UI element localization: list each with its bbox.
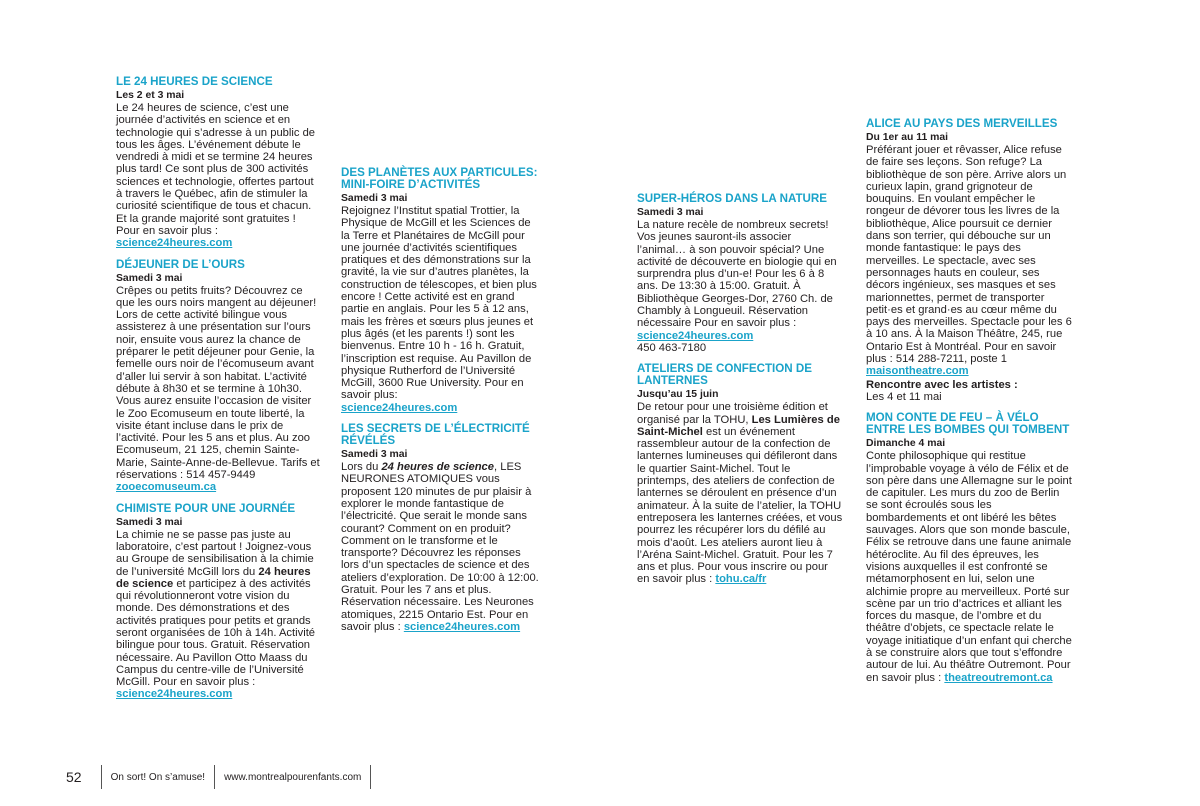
event-emphasis: 24 heures de science	[116, 565, 311, 590]
event-title: ALICE AU PAYS DES MERVEILLES	[866, 117, 1058, 130]
page-footer	[66, 764, 380, 790]
event-24h-science	[116, 76, 322, 250]
column-4	[866, 118, 1074, 693]
event-subtext: Les 4 et 11 mai	[866, 390, 942, 403]
footer-section: On sort! On s’amuse!	[110, 771, 206, 783]
event-alice	[866, 118, 1074, 403]
event-title: DÉJEUNER DE L’OURS	[116, 257, 245, 271]
event-description: Crêpes ou petits fruits? Découvrez ce que les ours noirs mangent au déjeuner! Lors de cette activité bilingue vous assisterez à une présentation sur l’ours noir, ensuite vous aurez la chance de préparer le petit déjeuner pour Genie, la femelle ours noir de l’écomuseum avant d’aller lui servir à son habitat. L’activité débute à 8h30 et se termine à 10h30. Vous aurez ensuite l’occasion de visiter le Zoo Ecomuseum en toute liberté, la visite étant incluse dans le prix de l’activité. Pour les 5 ans et plus. Au zoo Ecomuseum, 21 125, chemin Sainte-Marie, Sainte-Anne-de-Bellevue. Tarifs et réservations : 514 457-9449 zooecomuseum.ca	[116, 284, 320, 494]
event-title: LES SECRETS DE L’ÉLECTRICITÉ RÉVÉLÉS	[341, 422, 530, 448]
event-planetes	[341, 167, 541, 414]
footer-divider	[101, 765, 102, 789]
event-title: CHIMISTE POUR UNE JOURNÉE	[116, 501, 296, 515]
event-subheading: Rencontre avec les artistes :	[866, 378, 1018, 391]
event-date: Samedi 3 mai	[341, 449, 408, 461]
event-super-heros	[637, 193, 843, 354]
event-title: ATELIERS DE CONFECTION DE LANTERNES	[637, 362, 812, 388]
event-link[interactable]: tohu.ca/fr	[715, 573, 767, 586]
event-link[interactable]: science24heures.com	[116, 688, 233, 701]
event-title: SUPER-HÉROS DANS LA NATURE	[637, 192, 828, 205]
event-link[interactable]: science24heures.com	[403, 620, 521, 633]
event-title: DES PLANÈTES AUX PARTICULES: MINI-FOIRE D’ACTIVITÉS	[341, 166, 538, 191]
event-description: Conte philosophique qui restitue l’improbable voyage à vélo de Félix et de son père dans une Allemagne sur le point de capituler. Les murs du zoo de Berlin se sont écroulés sous les bombardements et ont libéré les bêtes sauvages. Alors que son monde bascule, Félix se retrouve dans une faune animale hétéroclite. Au fil des épreuves, les visions auxquelles il est confronté se métamorphosent en lui, selon une alchimie propre au merveilleux. Porté sur scène par un trio d’actrices et alliant les forces du masque, de l’ombre et du théâtre d’objets, ce spectacle relate le voyage initiatique d’un enfant qui cherche à se construire alors que tout s’effondre autour de lui. Au théâtre Outremont. Pour en savoir plus : theatreoutremont.ca	[866, 450, 1072, 684]
footer-divider	[370, 765, 371, 789]
column-1	[116, 76, 322, 710]
event-date: Samedi 3 mai	[116, 516, 183, 528]
event-link[interactable]: science24heures.com	[637, 329, 754, 342]
event-emphasis: Les Lumières de Saint-Michel	[637, 413, 840, 438]
event-description: Le 24 heures de science, c’est une journée d’activités en science et en technologie qui s’adresse à un public de tous les âges. L’événement débute le vendredi à midi et se termine 24 heures plus tard! Ce sont plus de 300 activités sciences et technologie, offertes partout à travers le Québec, afin de stimuler la curiosité scientifique de tous et chacun. Et la grande majorité sont gratuites ! Pour en savoir plus : science24heures.com	[116, 102, 316, 250]
footer-divider	[214, 765, 215, 789]
event-link[interactable]: zooecomuseum.ca	[116, 481, 217, 494]
page-number: 52	[66, 769, 82, 785]
event-date: Samedi 3 mai	[116, 272, 183, 284]
event-date: Dimanche 4 mai	[866, 438, 946, 450]
event-date: Du 1er au 11 mai	[866, 132, 949, 143]
event-conte-de-feu	[866, 412, 1074, 684]
event-phone: 450 463-7180	[637, 341, 707, 354]
event-title: LE 24 HEURES DE SCIENCE	[116, 75, 273, 88]
column-3	[637, 193, 843, 595]
column-2	[341, 167, 541, 642]
event-link[interactable]: science24heures.com	[116, 237, 233, 250]
event-chimiste	[116, 503, 322, 701]
event-date: Les 2 et 3 mai	[116, 90, 185, 101]
event-link[interactable]: science24heures.com	[341, 401, 458, 414]
event-description: Lors du 24 heures de science, LES NEURONES ATOMIQUES vous proposent 120 minutes de pur plaisir à explorer le monde fantastique de l’électricité. Que serait le monde sans courant? Comment on en produit? Comment on le transforme et le transporte? Découvrez les réponses lors d’un spectacles de science et des ateliers d’exploration. De 10:00 à 12:00. Gratuit. Pour les 7 ans et plus. Réservation nécessaire. Les Neurones atomiques, 2215 Ontario Est. Pour en savoir plus : science24heures.com	[341, 461, 539, 633]
event-description: La nature recèle de nombreux secrets! Vos jeunes sauront-ils associer l’animal… à son pouvoir spécial? Une activité de découverte en biologie qui en surprendra plus d’un-e! Pour les 6 à 8 ans. De 13:30 à 15:00. Gratuit. À Bibliothèque Georges-Dor, 2760 Ch. de Chambly à Longueuil. Réservation nécessaire Pour en savoir plus : science24heures.com 450 463-7180	[637, 219, 837, 354]
footer-url[interactable]: www.montrealpourenfants.com	[224, 771, 362, 783]
event-dejeuner-ours	[116, 259, 322, 494]
event-date: Jusqu’au 15 juin	[637, 389, 719, 401]
event-description: De retour pour une troisième édition et organisé par la TOHU, Les Lumières de Saint-Michel est un événement rassembleur autour de la confection de lanternes lumineuses qui défileront dans le quartier Saint-Michel. Tout le printemps, des ateliers de confection de lanternes se déroulent en présence d’un animateur. À la suite de l’atelier, la TOHU entreposera les lanternes créées, et vous pourrez les récupérer lors du défilé au mois d’août. Les ateliers auront lieu à l’Aréna Saint-Michel. Gratuit. Pour les 7 ans et plus. Pour vous inscrire ou pour en savoir plus : tohu.ca/fr	[637, 401, 843, 586]
event-title: MON CONTE DE FEU – À VÉLO ENTRE LES BOMBES QUI TOMBENT	[866, 411, 1070, 437]
event-date: Samedi 3 mai	[341, 193, 408, 204]
event-date: Samedi 3 mai	[637, 207, 704, 218]
event-description: Rejoignez l’Institut spatial Trottier, la Physique de McGill et les Sciences de la Terre et Planétaires de McGill pour une journée d’activités scientifiques pratiques et des démonstrations sur la gravité, la vie sur d’autres planètes, la construction de télescopes, et bien plus encore ! Cette activité est en grand partie en anglais. Pour les 5 à 12 ans, mais les frères et sœurs plus jeunes et plus âgés (et les parents !) sont les bienvenus. Entre 10 h - 16 h. Gratuit, l’inscription est requise. Au Pavillon de physique Rutherford de l’Université McGill, 3600 Rue University. Pour en savoir plus: science24heures.com	[341, 205, 537, 414]
event-link[interactable]: maisontheatre.com	[866, 365, 969, 378]
event-link[interactable]: theatreoutremont.ca	[944, 671, 1053, 684]
event-description: Préférant jouer et rêvasser, Alice refuse de faire ses leçons. Son refuge? La bibliothèque de son père. Arrive alors un curieux lapin, grand grignoteur de bouquins. En voulant empêcher le rongeur de dévorer tous les livres de la bibliothèque, Alice poursuit ce dernier dans son terrier, qui débouche sur un monde fantastique: le pays des merveilles. Le spectacle, avec ses personnages hauts en couleur, ses décors ingénieux, ses masques et ses marionnettes, permet de transporter petit·es et grand·es au cœur même du pays des merveilles. Spectacle pour les 6 à 10 ans. À la Maison Théâtre, 245, rue Ontario Est à Montréal. Pour en savoir plus : 514 288-7211, poste 1 maisontheatre.com	[866, 144, 1072, 378]
event-description: La chimie ne se passe pas juste au laboratoire, c’est partout ! Joignez-vous au Groupe de sensibilisation à la chimie de l’université McGill lors du 24 heures de science et participez à des activités qui révolutionneront votre vision du monde. Des démonstrations et des activités pratiques pour petits et grands seront organisées de 10h à 14h. Activité bilingue pour tous. Gratuit. Réservation nécessaire. Au Pavillon Otto Maass du Campus du centre-ville de l’Université McGill. Pour en savoir plus : science24heures.com	[116, 528, 316, 701]
event-electricite	[341, 423, 541, 633]
event-lanternes	[637, 363, 843, 585]
event-emphasis: 24 heures de science	[381, 461, 495, 474]
